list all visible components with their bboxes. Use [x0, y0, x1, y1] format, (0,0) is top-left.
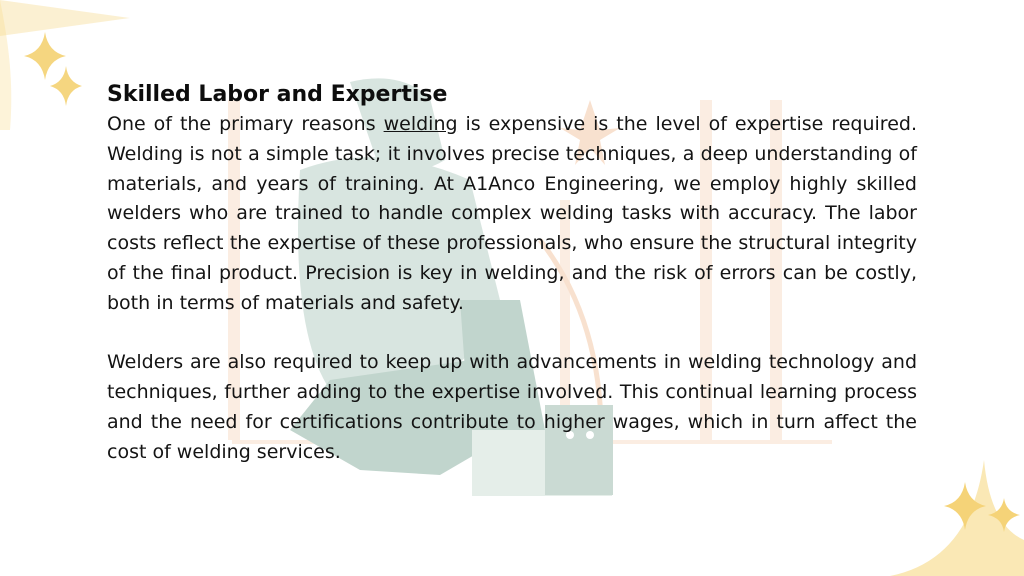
paragraph-text-after-link: is expensive is the level of expertise required. Welding is not a simple task; it involves precise techniques, a deep understanding of materials, and years of training. At A1Anco Engineering, we employ highly skilled welders who are trained to handle complex welding tasks with accuracy. The labor costs reflect the expertise of these professionals, who ensure the structural integrity of the final product. Precision is key in welding, and the risk of errors can be costly, both in terms of materials and safety. [107, 113, 917, 314]
welding-link[interactable]: welding [383, 113, 458, 135]
section-heading: Skilled Labor and Expertise [107, 82, 448, 107]
slide-content [107, 80, 917, 468]
paragraph-advancements: Welders are also required to keep up with advancements in welding technology and techniques, further adding to the expertise involved. This continual learning process and the need for certifications contribute to higher wages, which in turn affect the cost of welding services. [107, 351, 917, 463]
sparkle-icon-bottom-right [890, 460, 1024, 576]
paragraph-expertise [107, 110, 917, 319]
paragraph-text-before-link: One of the primary reasons [107, 113, 384, 135]
